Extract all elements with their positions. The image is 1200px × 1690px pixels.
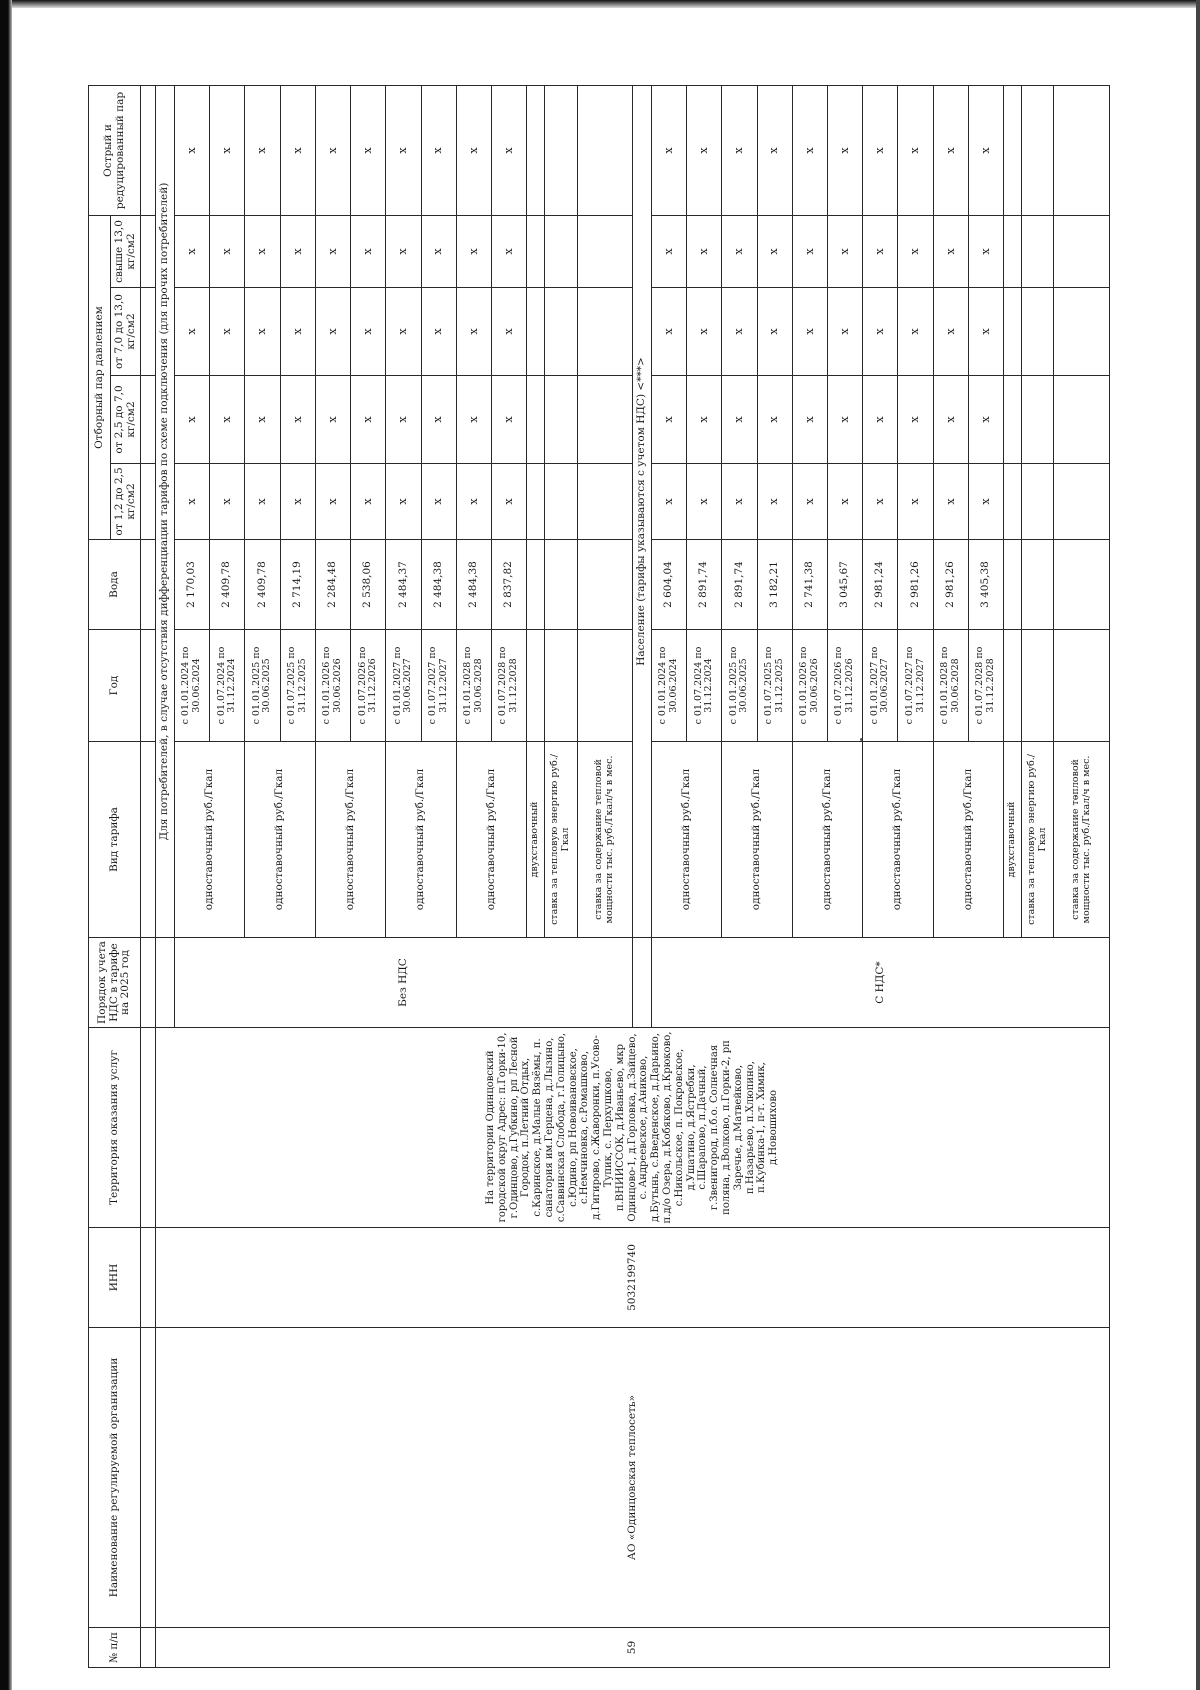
tariff-type: одноставочный руб./Гкал: [933, 742, 1003, 938]
empty-cell: [544, 630, 577, 742]
na-mark: x: [722, 464, 757, 540]
water-tariff: 2 484,38: [456, 540, 491, 630]
empty-cell: [1004, 464, 1022, 540]
na-mark: x: [245, 85, 280, 215]
empty-cell: [1004, 630, 1022, 742]
col-steam-3: от 7,0 до 13,0 кг/см2: [111, 288, 141, 376]
water-tariff: 2 484,38: [421, 540, 456, 630]
na-mark: x: [898, 464, 933, 540]
water-tariff: 2 837,82: [491, 540, 526, 630]
col-steam-1: от 1,2 до 2,5 кг/см2: [111, 464, 141, 540]
period: с 01.07.2026 по 31.12.2026: [827, 630, 862, 742]
empty-cell: [1004, 376, 1022, 464]
period: с 01.01.2028 по 30.06.2028: [456, 630, 491, 742]
na-mark: x: [456, 288, 491, 376]
na-mark: x: [722, 288, 757, 376]
col-territory: Территория оказания услуг: [89, 1028, 141, 1228]
na-mark: x: [421, 288, 456, 376]
empty-cell: [577, 376, 632, 464]
empty-cell: [544, 540, 577, 630]
tariff-type: одноставочный руб./Гкал: [722, 742, 792, 938]
tariff-type: ставка за тепловую энергию руб./Гкал: [544, 742, 577, 938]
tariff-type: двухставочный: [527, 742, 545, 938]
na-mark: x: [792, 288, 827, 376]
na-mark: x: [792, 464, 827, 540]
empty-cell: [1021, 464, 1054, 540]
na-mark: x: [898, 376, 933, 464]
period: с 01.07.2027 по 31.12.2027: [421, 630, 456, 742]
period: с 01.07.2027 по 31.12.2027: [898, 630, 933, 742]
na-mark: x: [968, 376, 1003, 464]
na-mark: x: [456, 85, 491, 215]
na-mark: x: [245, 464, 280, 540]
col-vat-order: Порядок учета НДС в тарифе на 2025 год: [89, 938, 141, 1028]
na-mark: x: [898, 215, 933, 287]
scan-edge-left: [0, 0, 12, 1690]
na-mark: x: [174, 215, 209, 287]
empty-cell: [544, 464, 577, 540]
na-mark: x: [968, 85, 1003, 215]
empty-cell: [544, 215, 577, 287]
col-org: Наименование регулируемой организации: [89, 1328, 141, 1628]
na-mark: x: [651, 376, 686, 464]
na-mark: x: [351, 376, 386, 464]
na-mark: x: [386, 215, 421, 287]
na-mark: x: [351, 464, 386, 540]
na-mark: x: [757, 464, 792, 540]
water-tariff: 3 405,38: [968, 540, 1003, 630]
empty-cell: [1054, 464, 1110, 540]
empty-cell: [527, 215, 545, 287]
na-mark: x: [898, 288, 933, 376]
empty-cell: [527, 85, 545, 215]
na-mark: x: [386, 464, 421, 540]
empty-cell: [527, 376, 545, 464]
empty-cell: [1021, 288, 1054, 376]
period: с 01.01.2026 по 30.06.2026: [792, 630, 827, 742]
water-tariff: 2 409,78: [245, 540, 280, 630]
empty-cell: [544, 288, 577, 376]
tariff-type: одноставочный руб./Гкал: [792, 742, 862, 938]
empty-cell: [1054, 540, 1110, 630]
empty-cell: [527, 288, 545, 376]
na-mark: x: [827, 288, 862, 376]
empty-cell: [1021, 215, 1054, 287]
na-mark: x: [280, 215, 315, 287]
consumer-band: Для потребителей, в случае отсутствия дифференциации тарифов по схеме подключения (для прочих потребителей): [156, 85, 175, 937]
period: с 01.01.2027 по 30.06.2027: [386, 630, 421, 742]
water-tariff: 3 182,21: [757, 540, 792, 630]
na-mark: x: [315, 85, 350, 215]
na-mark: x: [315, 464, 350, 540]
na-mark: x: [651, 85, 686, 215]
tariff-type: одноставочный руб./Гкал: [245, 742, 315, 938]
na-mark: x: [280, 376, 315, 464]
na-mark: x: [315, 288, 350, 376]
col-steam-2: от 2,5 до 7,0 кг/см2: [111, 376, 141, 464]
tariff-type: ставка за содержание тепловой мощности тыс. руб./Гкал/ч в мес.: [1054, 742, 1110, 938]
na-mark: x: [386, 288, 421, 376]
na-mark: x: [827, 376, 862, 464]
na-mark: x: [898, 85, 933, 215]
band-row: [156, 85, 175, 1667]
na-mark: x: [456, 464, 491, 540]
empty-cell: [527, 540, 545, 630]
period: с 01.07.2028 по 31.12.2028: [491, 630, 526, 742]
na-mark: x: [757, 376, 792, 464]
na-mark: x: [968, 464, 1003, 540]
water-tariff: 2 891,74: [722, 540, 757, 630]
na-mark: x: [863, 376, 898, 464]
col-water: Вода: [89, 540, 141, 630]
period: с 01.01.2028 по 30.06.2028: [933, 630, 968, 742]
na-mark: x: [386, 376, 421, 464]
water-tariff: 2 981,26: [933, 540, 968, 630]
na-mark: x: [757, 215, 792, 287]
na-mark: x: [421, 376, 456, 464]
na-mark: x: [245, 288, 280, 376]
empty-cell: [1004, 288, 1022, 376]
period: с 01.01.2024 по 30.06.2024: [174, 630, 209, 742]
na-mark: x: [933, 85, 968, 215]
na-mark: x: [280, 288, 315, 376]
na-mark: x: [863, 85, 898, 215]
period: с 01.07.2028 по 31.12.2028: [968, 630, 1003, 742]
empty-cell: [544, 376, 577, 464]
na-mark: x: [687, 376, 722, 464]
period: с 01.07.2024 по 31.12.2024: [210, 630, 245, 742]
na-mark: x: [968, 288, 1003, 376]
organization-inn: 5032199740: [156, 1228, 1110, 1328]
tariff-type: одноставочный руб./Гкал: [651, 742, 721, 938]
column-number-row: [141, 85, 156, 1667]
water-tariff: 2 981,26: [898, 540, 933, 630]
na-mark: x: [863, 288, 898, 376]
na-mark: x: [421, 85, 456, 215]
na-mark: x: [827, 85, 862, 215]
period: с 01.01.2025 по 30.06.2025: [722, 630, 757, 742]
na-mark: x: [245, 376, 280, 464]
empty-cell: [577, 85, 632, 215]
na-mark: x: [792, 215, 827, 287]
na-mark: x: [651, 288, 686, 376]
na-mark: x: [245, 215, 280, 287]
tariff-type: двухставочный: [1004, 742, 1022, 938]
empty-cell: [527, 464, 545, 540]
empty-cell: [1054, 85, 1110, 215]
period: с 01.01.2025 по 30.06.2025: [245, 630, 280, 742]
na-mark: x: [210, 215, 245, 287]
band-spacer: [632, 938, 651, 1028]
na-mark: x: [792, 85, 827, 215]
service-territory: На территории Одинцовский городской округ Адрес: п.Горки-10, г.Одинцово, д.Губкино, рп Лесной Городок, п.Летний Отдых, с.Каринское, д.Малые Вязёмы, п. санатория им.Герцена, д.Лызино, с.Саввинская Слобода, г.Голицыно, с.Юдино, рп Новоивановское, с.Немчиновка, с.Ромашково, д.Гигирово, с.Жаворонки, п.Усово-Тупик, с. Перхушково, п.ВНИИССОК, д.Иваньево, мкр Одинцово-1, д.Горловка, д.Зайцево, с. Андреевское, д.Аниково, д.Бутынь, с.Введенское, д.Дарьино, п.д/о Озера, д.Кобяково, д.Крюково, с.Никольское, п. Покровское, д.Ушатино, д.Ястребки, с.Шарапово, п.Дачный, г.Звенигород, п.б.о. Солнечная поляна, д.Волково, п.Горки-2, рп Заречье, д.Матвейково, п.Назарьево, п.Хлюпино, п.Кубинка-1, п-т. Химик, д.Новошихово: [156, 1028, 1110, 1228]
na-mark: x: [687, 288, 722, 376]
empty-cell: [577, 540, 632, 630]
na-mark: x: [651, 215, 686, 287]
tariff-type: одноставочный руб./Гкал: [315, 742, 385, 938]
organization-name: АО «Одинцовская теплосеть»: [156, 1328, 1110, 1628]
na-mark: x: [351, 288, 386, 376]
vat-order: Без НДС: [174, 938, 632, 1028]
tariff-type: одноставочный руб./Гкал: [863, 742, 933, 938]
empty-cell: [1021, 376, 1054, 464]
na-mark: x: [491, 288, 526, 376]
empty-cell: [1054, 288, 1110, 376]
na-mark: x: [456, 376, 491, 464]
col-inn: ИНН: [89, 1228, 141, 1328]
na-mark: x: [827, 215, 862, 287]
na-mark: x: [968, 215, 1003, 287]
tariff-type: одноставочный руб./Гкал: [386, 742, 456, 938]
col-steam-4: свыше 13,0 кг/см2: [111, 215, 141, 287]
empty-cell: [544, 85, 577, 215]
empty-cell: [1004, 215, 1022, 287]
empty-cell: [577, 464, 632, 540]
water-tariff: 2 714,19: [280, 540, 315, 630]
tariff-type: одноставочный руб./Гкал: [174, 742, 244, 938]
empty-cell: [1021, 630, 1054, 742]
scan-edge-right: [1196, 0, 1200, 1690]
water-tariff: 2 409,78: [210, 540, 245, 630]
tariff-page: [88, 86, 1110, 1668]
na-mark: x: [491, 376, 526, 464]
na-mark: x: [210, 464, 245, 540]
na-mark: x: [722, 376, 757, 464]
col-steam-sharp: Острый и редуцированный пар: [89, 85, 141, 215]
na-mark: x: [863, 215, 898, 287]
water-tariff: 2 284,48: [315, 540, 350, 630]
na-mark: x: [491, 215, 526, 287]
na-mark: x: [174, 288, 209, 376]
na-mark: x: [386, 85, 421, 215]
empty-cell: [1004, 540, 1022, 630]
na-mark: x: [687, 85, 722, 215]
period: с 01.01.2027 по 30.06.2027: [863, 630, 898, 742]
empty-cell: [1021, 540, 1054, 630]
tariff-type: ставка за тепловую энергию руб./Гкал: [1021, 742, 1054, 938]
na-mark: x: [757, 288, 792, 376]
na-mark: x: [421, 464, 456, 540]
water-tariff: 2 538,06: [351, 540, 386, 630]
empty-cell: [1054, 215, 1110, 287]
col-steam-group: Отборный пар давлением: [89, 215, 111, 539]
na-mark: x: [351, 85, 386, 215]
na-mark: x: [722, 215, 757, 287]
na-mark: x: [174, 376, 209, 464]
empty-cell: [1054, 630, 1110, 742]
tariff-type: одноставочный руб./Гкал: [456, 742, 526, 938]
col-year: Год: [89, 630, 141, 742]
na-mark: x: [456, 215, 491, 287]
na-mark: x: [933, 464, 968, 540]
na-mark: x: [933, 376, 968, 464]
na-mark: x: [722, 85, 757, 215]
period: с 01.01.2026 по 30.06.2026: [315, 630, 350, 742]
scan-edge-top: [0, 0, 1200, 8]
na-mark: x: [687, 464, 722, 540]
na-mark: x: [210, 288, 245, 376]
empty-cell: [1004, 85, 1022, 215]
water-tariff: 2 891,74: [687, 540, 722, 630]
consumer-band: Население (тарифы указываются с учетом НДС) <***>: [632, 85, 651, 937]
na-mark: x: [827, 464, 862, 540]
period: с 01.07.2026 по 31.12.2026: [351, 630, 386, 742]
na-mark: x: [863, 464, 898, 540]
period: с 01.07.2025 по 31.12.2025: [757, 630, 792, 742]
period: с 01.01.2024 по 30.06.2024: [651, 630, 686, 742]
tariff-table: [88, 85, 1110, 1668]
na-mark: x: [687, 215, 722, 287]
na-mark: x: [933, 288, 968, 376]
na-mark: x: [491, 464, 526, 540]
na-mark: x: [315, 215, 350, 287]
period: с 01.07.2025 по 31.12.2025: [280, 630, 315, 742]
na-mark: x: [933, 215, 968, 287]
col-tariff-type: Вид тарифа: [89, 742, 141, 938]
water-tariff: 2 484,37: [386, 540, 421, 630]
na-mark: x: [174, 464, 209, 540]
row-number: 59: [156, 1628, 1110, 1668]
na-mark: x: [280, 85, 315, 215]
na-mark: x: [421, 215, 456, 287]
na-mark: x: [210, 376, 245, 464]
band-spacer: [156, 938, 175, 1028]
na-mark: x: [792, 376, 827, 464]
na-mark: x: [280, 464, 315, 540]
col-num: № п/п: [89, 1628, 141, 1668]
vat-order: С НДС*: [651, 938, 1109, 1028]
water-tariff: 2 741,38: [792, 540, 827, 630]
na-mark: x: [210, 85, 245, 215]
period: с 01.07.2024 по 31.12.2024: [687, 630, 722, 742]
water-tariff: 3 045,67: [827, 540, 862, 630]
na-mark: x: [757, 85, 792, 215]
na-mark: x: [174, 85, 209, 215]
water-tariff: 2 604,04: [651, 540, 686, 630]
na-mark: x: [651, 464, 686, 540]
tariff-type: ставка за содержание тепловой мощности тыс. руб./Гкал/ч в мес.: [577, 742, 632, 938]
water-tariff: 2 981,24: [863, 540, 898, 630]
na-mark: x: [315, 376, 350, 464]
empty-cell: [577, 630, 632, 742]
empty-cell: [1021, 85, 1054, 215]
na-mark: x: [491, 85, 526, 215]
empty-cell: [1054, 376, 1110, 464]
empty-cell: [577, 288, 632, 376]
empty-cell: [577, 215, 632, 287]
water-tariff: 2 170,03: [174, 540, 209, 630]
empty-cell: [527, 630, 545, 742]
na-mark: x: [351, 215, 386, 287]
